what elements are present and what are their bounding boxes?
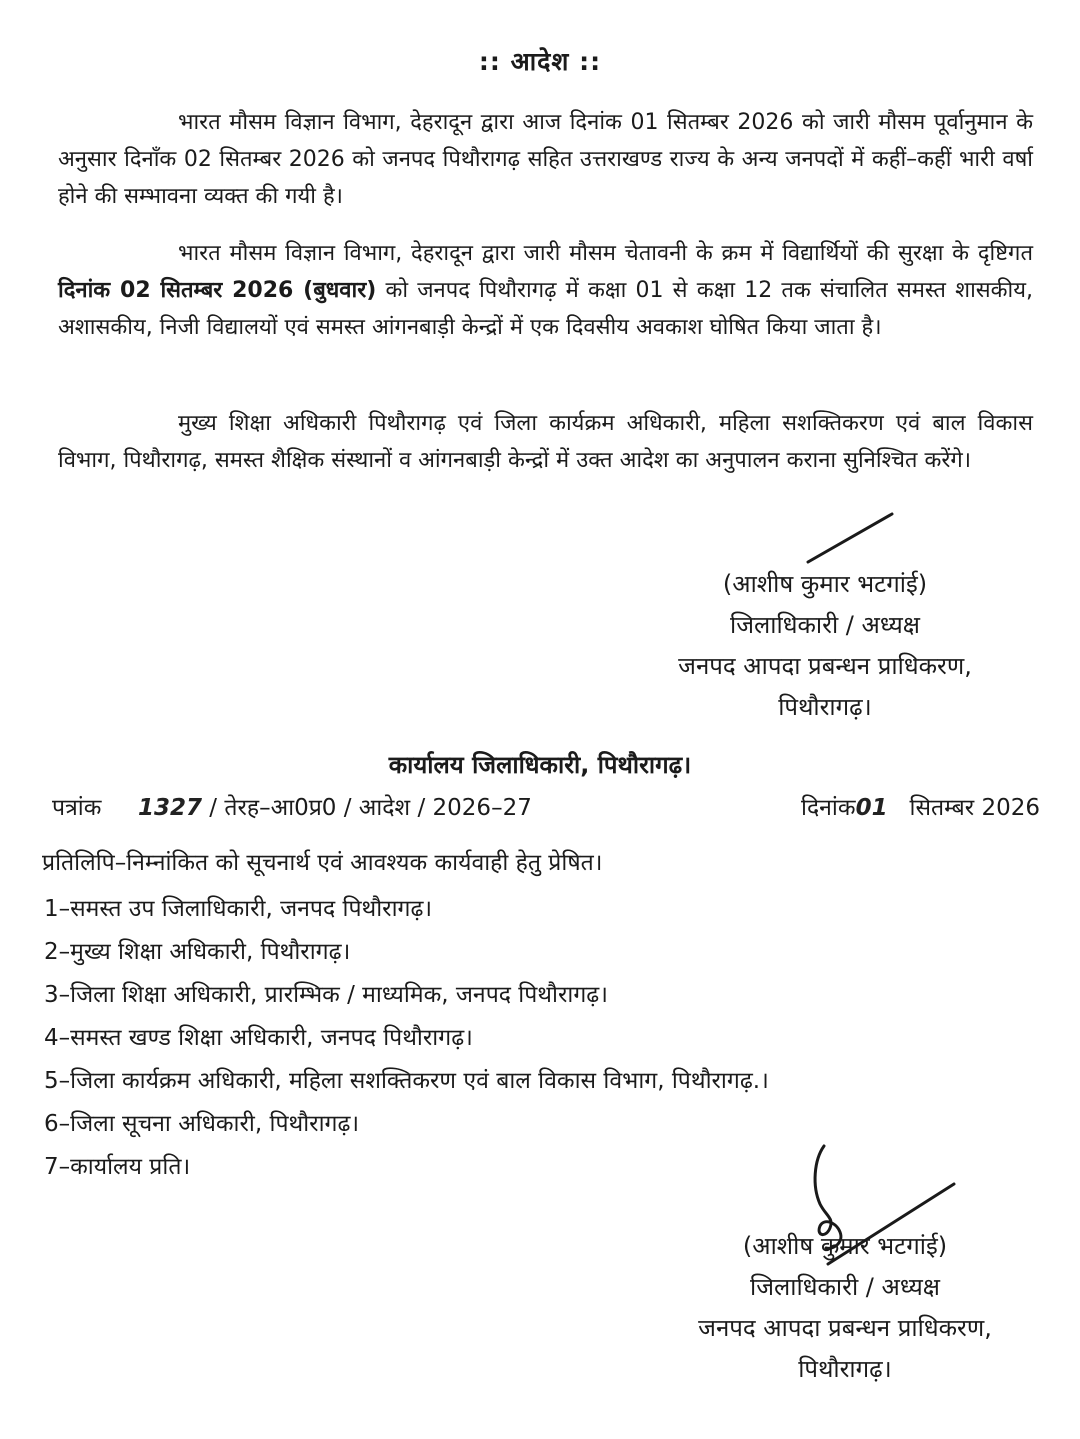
- signatory-designation: जिलाधिकारी / अध्यक्ष: [750, 1273, 940, 1301]
- copy-list: [44, 888, 769, 1189]
- list-item: 7–कार्यालय प्रति।: [44, 1154, 191, 1180]
- reference-rest: / तेरह–आ0प्र0 / आदेश / 2026–27: [209, 795, 532, 821]
- signature-stroke-top: [800, 508, 900, 568]
- paragraph-holiday-order: [58, 235, 1033, 346]
- date-value: 01: [855, 795, 888, 821]
- signatory-name: (आशीष कुमार भटगांई): [722, 570, 928, 598]
- reference-date-line: [801, 790, 1040, 822]
- paragraph-weather-forecast: [58, 104, 1033, 215]
- copy-intro: प्रतिलिपि–निम्नांकित को सूचनार्थ एवं आवश्यक कार्यवाही हेतु प्रेषित।: [42, 850, 603, 876]
- date-label: दिनांक: [801, 795, 856, 821]
- paragraph-text: को जनपद पिथौरागढ़ में कक्षा 01 से कक्षा 12 तक संचालित समस्त शासकीय, अशासकीय, निजी विद्यालयों एवं समस्त आंगनबाड़ी केन्द्रों में एक दिवसीय अवकाश घोषित किया जाता है।: [58, 278, 1033, 340]
- signatory-authority: जनपद आपदा प्रबन्धन प्राधिकरण,: [698, 1314, 992, 1342]
- holiday-date: दिनांक 02 सितम्बर 2026 (बुधवार): [58, 278, 377, 303]
- reference-number: 1327: [137, 795, 202, 821]
- paragraph-text: भारत मौसम विज्ञान विभाग, देहरादून द्वारा आज दिनांक 01 सितम्बर 2026 को जारी मौसम पूर्वानुमान के अनुसार दिनाँक 02 सितम्बर 2026 को जनपद पिथौरागढ़ सहित उत्तराखण्ड राज्य के अन्य जनपदों में कहीं–कहीं भारी वर्षा होने की सम्भावना व्यक्त की गयी है।: [58, 110, 1033, 209]
- list-item: 6–जिला सूचना अधिकारी, पिथौरागढ़।: [44, 1111, 360, 1137]
- signatory-authority: जनपद आपदा प्रबन्धन प्राधिकरण,: [678, 652, 972, 680]
- paragraph-text: मुख्य शिक्षा अधिकारी पिथौरागढ़ एवं जिला कार्यक्रम अधिकारी, महिला सशक्तिकरण एवं बाल विकास विभाग, पिथौरागढ़, समस्त शैक्षिक संस्थानों व आंगनबाड़ी केन्द्रों में उक्त आदेश का अनुपालन कराना सुनिश्चित करेंगे।: [58, 411, 1033, 473]
- list-item: 1–समस्त उप जिलाधिकारी, जनपद पिथौरागढ़।: [44, 896, 433, 922]
- signatory-name: (आशीष कुमार भटगांई): [742, 1232, 948, 1260]
- list-item: 3–जिला शिक्षा अधिकारी, प्रारम्भिक / माध्यमिक, जनपद पिथौरागढ़।: [44, 982, 608, 1008]
- list-item: 5–जिला कार्यक्रम अधिकारी, महिला सशक्तिकरण एवं बाल विकास विभाग, पिथौरागढ़.।: [44, 1068, 769, 1094]
- list-item: 2–मुख्य शिक्षा अधिकारी, पिथौरागढ़।: [44, 939, 351, 965]
- paragraph-text: भारत मौसम विज्ञान विभाग, देहरादून द्वारा जारी मौसम चेतावनी के क्रम में विद्यार्थियों की सुरक्षा के दृष्टिगत: [178, 241, 1033, 266]
- signatory-designation: जिलाधिकारी / अध्यक्ष: [730, 611, 920, 639]
- signature-block-top: [630, 564, 1020, 728]
- signature-block-bottom: [650, 1226, 1040, 1390]
- reference-label: पत्रांक: [52, 795, 102, 821]
- signatory-place: पिथौरागढ़।: [778, 693, 872, 721]
- paragraph-compliance: [58, 405, 1033, 479]
- list-item: 4–समस्त खण्ड शिक्षा अधिकारी, जनपद पिथौरागढ़।: [44, 1025, 473, 1051]
- reference-number-line: [52, 790, 532, 822]
- signatory-place: पिथौरागढ़।: [798, 1355, 892, 1383]
- order-heading: :: आदेश ::: [478, 47, 602, 76]
- office-heading: कार्यालय जिलाधिकारी, पिथौरागढ़।: [388, 751, 692, 779]
- date-rest: सितम्बर 2026: [909, 795, 1040, 821]
